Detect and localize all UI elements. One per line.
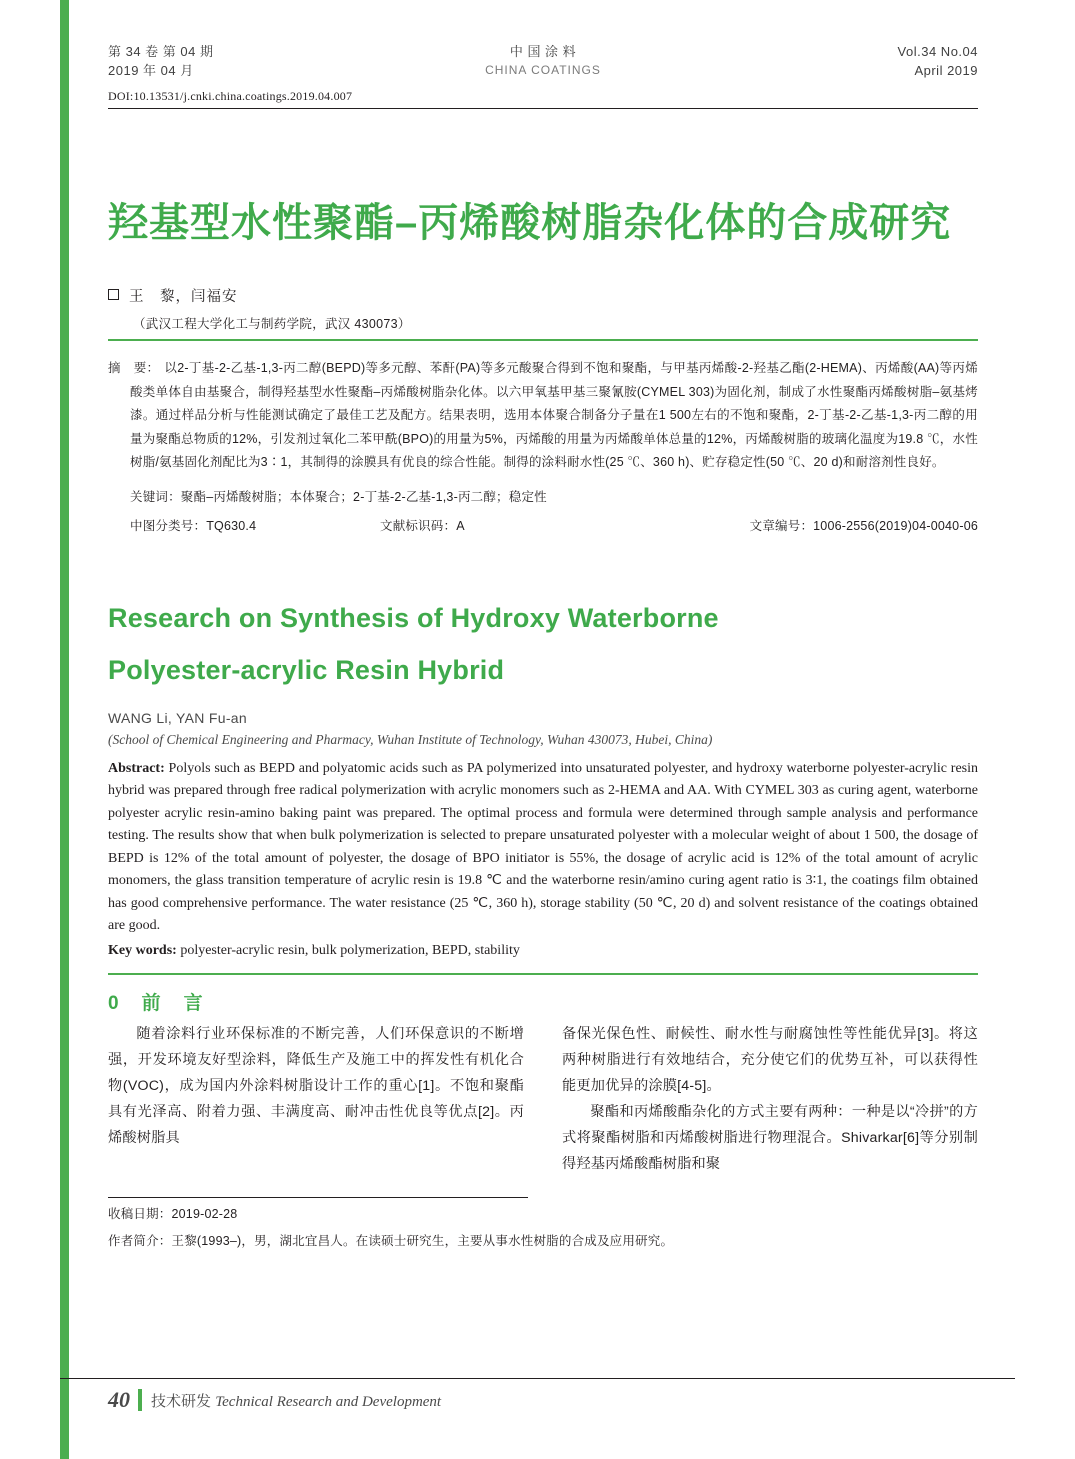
body-paragraph: 随着涂料行业环保标准的不断完善，人们环保意识的不断增强，开发环境友好型涂料，降低生产及施工中的挥发性有机化合物(VOC)，成为国内外涂料树脂设计工作的重心[1]。不饱和聚酯具有光泽高、附着力强、丰满度高、耐冲击性优良等优点[2]。丙烯酸树脂具	[108, 1025, 524, 1146]
header-center	[393, 42, 693, 80]
header-divider	[108, 108, 978, 109]
article-title-cn: 羟基型水性聚酯–丙烯酸树脂杂化体的合成研究	[108, 201, 952, 245]
page-content	[108, 0, 978, 1252]
abstract-en-text: Polyols such as BEPD and polyatomic acids such as PA polymerized into unsaturated polyester, and hydroxy waterborne polyester-acrylic resin hybrid was prepared through free radical polymerization with acrylic monomers such as 2-HEMA and AA. With CYMEL 303 as curing agent, waterborne polyester acrylic resin-amino baking paint was prepared. The optimal process and formula were determined through sample analysis and performance testing. The results show that when bulk polymerization is selected to prepare unsaturated polyester with a molecular weight of about 1 500, the dosage of BEPD is 12% of the total amount of polyester, the dosage of BPO initiator is 55%, the dosage of acrylic acid is 12% of the total amount of acrylic monomers, the glass transition temperature of acrylic resin is 19.8 ℃ and the waterborne resin/amino curing agent ratio is 3∶1, the coatings film obtained has good comprehensive performance. The water resistance (25 ℃, 360 h), storage stability (50 ℃, 20 d) and solvent resistance of the coatings obtained are good.	[108, 760, 978, 933]
abstract-cn	[108, 357, 978, 475]
classification-codes	[108, 516, 978, 534]
journal-title-cn: 中 国 涂 料	[509, 44, 577, 59]
header-date-en: April 2019	[914, 63, 978, 78]
footer-green-bar-icon	[138, 1389, 142, 1411]
page-footer	[108, 1387, 441, 1413]
green-divider-top	[108, 339, 978, 341]
square-bullet-icon	[108, 289, 119, 300]
page-footer-divider	[60, 1378, 1015, 1379]
header-volume-en: Vol.34 No.04	[897, 44, 978, 59]
footer-section-label	[151, 1390, 441, 1411]
footer-section-label-cn: 技术研发	[151, 1392, 212, 1410]
body-columns	[108, 1021, 978, 1177]
authors-cn	[108, 285, 978, 306]
article-title-en	[108, 592, 978, 696]
page-header	[108, 0, 978, 80]
doi-text: DOI:10.13531/j.cnki.china.coatings.2019.04.007	[108, 89, 353, 103]
article-title-en-line2: Polyester-acrylic Resin Hybrid	[108, 654, 505, 685]
abstract-label-cn: 摘 要：	[108, 361, 160, 375]
header-left	[108, 42, 308, 80]
article-id: 文章编号：1006-2556(2019)04-0040-06	[749, 518, 978, 533]
green-divider-bottom	[108, 973, 978, 975]
footnote-received: 收稿日期：2019-02-28	[108, 1206, 238, 1221]
article-title-en-line1: Research on Synthesis of Hydroxy Waterborne	[108, 602, 719, 633]
header-date-cn: 2019 年 04 月	[108, 63, 194, 78]
section-heading-intro: 0 前 言	[108, 992, 205, 1014]
journal-title-en: CHINA COATINGS	[485, 63, 601, 77]
body-column-left	[108, 1021, 524, 1177]
keywords-en	[108, 943, 978, 959]
footnote-divider	[108, 1197, 528, 1198]
body-paragraph: 聚酯和丙烯酸酯杂化的方式主要有两种：一种是以“冷拼”的方式将聚酯树脂和丙烯酸树脂进行物理混合。Shivarkar[6]等分别制得羟基丙烯酸酯树脂和聚	[562, 1103, 978, 1172]
page-number: 40	[108, 1387, 130, 1412]
abstract-cn-text: 以2-丁基-2-乙基-1,3-丙二醇(BEPD)等多元醇、苯酐(PA)等多元酸聚合得到不饱和聚酯，与甲基丙烯酸-2-羟基乙酯(2-HEMA)、丙烯酸(AA)等丙烯酸类单体自由基聚合，制得羟基型水性聚酯–丙烯酸树脂杂化体。以六甲氧基甲基三聚氰胺(CYMEL 303)为固化剂，制成了水性聚酯丙烯酸树脂–氨基烤漆。通过样品分析与性能测试确定了最佳工艺及配方。结果表明，选用本体聚合制备分子量在1 500左右的不饱和聚酯，2-丁基-2-乙基-1,3-丙二醇的用量为聚酯总物质的12%，引发剂过氧化二苯甲酰(BPO)的用量为5%，丙烯酸的用量为丙烯酸单体总量的12%，丙烯酸树脂的玻璃化温度为19.8 ℃，水性树脂/氨基固化剂配比为3∶1，其制得的涂膜具有优良的综合性能。制得的涂料耐水性(25 ℃、360 h)、贮存稳定性(50 ℃、20 d)和耐溶剂性良好。	[130, 361, 978, 469]
authors-en: WANG Li, YAN Fu-an	[108, 709, 247, 726]
keywords-en-text: polyester-acrylic resin, bulk polymerization, BEPD, stability	[176, 942, 520, 958]
authors-cn-text: 王 黎，闫福安	[129, 289, 238, 305]
document-code: 文献标识码：A	[380, 518, 465, 533]
body-column-right	[562, 1021, 978, 1177]
keywords-cn: 关键词：聚酯–丙烯酸树脂；本体聚合；2-丁基-2-乙基-1,3-丙二醇；稳定性	[130, 489, 547, 504]
affiliation-en: (School of Chemical Engineering and Pharmacy, Wuhan Institute of Technology, Wuhan 430073, Hubei, China)	[108, 731, 713, 747]
body-paragraph: 备保光保色性、耐候性、耐水性与耐腐蚀性等性能优异[3]。将这两种树脂进行有效地结合，充分使它们的优势互补，可以获得性能更加优异的涂膜[4-5]。	[562, 1025, 978, 1094]
left-green-bar	[60, 0, 69, 1459]
affiliation-cn: （武汉工程大学化工与制药学院，武汉 430073）	[133, 317, 411, 331]
header-volume-cn: 第 34 卷 第 04 期	[108, 44, 214, 59]
footnote-bio: 作者简介：王黎(1993–)，男，湖北宜昌人。在读硕士研究生，主要从事水性树脂的合成及应用研究。	[108, 1233, 674, 1248]
abstract-label-en: Abstract:	[108, 760, 165, 776]
abstract-en	[108, 758, 978, 938]
keywords-label-en: Key words:	[108, 942, 177, 958]
footer-section-label-en: Technical Research and Development	[215, 1393, 442, 1410]
clc-number: 中图分类号：TQ630.4	[130, 518, 257, 533]
header-right	[778, 42, 978, 80]
